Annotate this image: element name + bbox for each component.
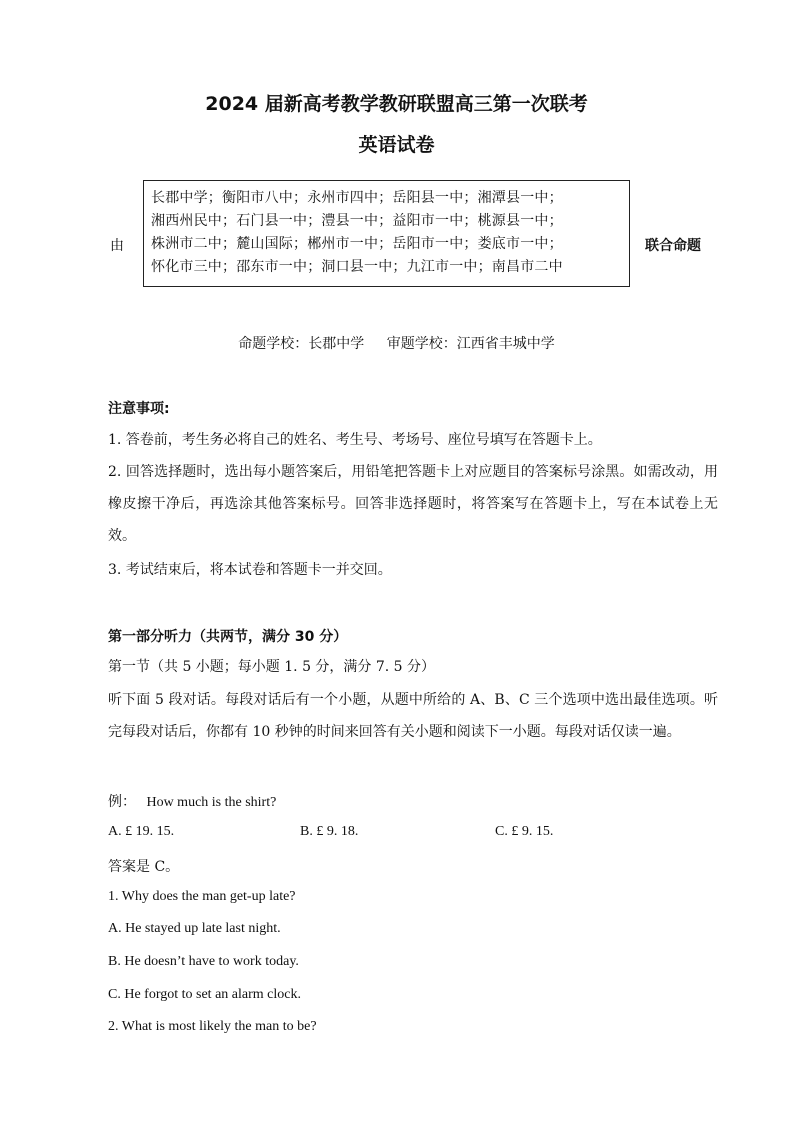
notes-item-3: 3. 考试结束后，将本试卷和答题卡一并交回。 bbox=[108, 562, 392, 578]
listening-instructions: 听下面 5 段对话。每段对话后有一个小题，从题中所给的 A、B、C 三个选项中选出最佳选项。听完每段对话后，你都有 10 秒钟的时间来回答有关小题和阅读下一小题。每段对话仅读一遍。 bbox=[108, 692, 718, 740]
question-1-option-b: B. He doesn’t have to work today. bbox=[108, 954, 299, 969]
notes-item-1: 1. 答卷前，考生务必将自己的姓名、考生号、考场号、座位号填写在答题卡上。 bbox=[108, 432, 602, 448]
schools-line: 湘西州民中；石门县一中；澧县一中；益阳市一中；桃源县一中； bbox=[151, 213, 563, 229]
question-1-option-a: A. He stayed up late last night. bbox=[108, 921, 281, 936]
example-answer: 答案是 C。 bbox=[108, 859, 180, 875]
question-1-stem: 1. Why does the man get-up late? bbox=[108, 889, 296, 904]
question-1-option-c: C. He forgot to set an alarm clock. bbox=[108, 987, 301, 1002]
proposer-school: 命题学校：长郡中学 bbox=[238, 336, 365, 352]
schools-box bbox=[143, 180, 630, 287]
credits-line bbox=[0, 333, 793, 353]
example-question: How much is the shirt? bbox=[146, 795, 277, 810]
reviewer-school: 审题学校：江西省丰城中学 bbox=[386, 336, 555, 352]
example-line bbox=[108, 791, 722, 811]
exam-subject-title: 英语试卷 bbox=[358, 134, 435, 156]
example-option-b: B. £ 9. 18. bbox=[300, 824, 359, 839]
schools-line: 株洲市二中；麓山国际；郴州市一中；岳阳市一中；娄底市一中； bbox=[151, 236, 563, 252]
schools-line: 怀化市三中；邵东市一中；洞口县一中；九江市一中；南昌市二中 bbox=[151, 259, 563, 275]
schools-line: 长郡中学；衡阳市八中；永州市四中；岳阳县一中；湘潭县一中； bbox=[151, 190, 563, 206]
notes-heading: 注意事项: bbox=[108, 401, 170, 417]
joint-proposition-label: 联合命题 bbox=[645, 238, 701, 254]
exam-title: 2024 届新高考教学教研联盟高三第一次联考 bbox=[205, 93, 588, 115]
by-label: 由 bbox=[110, 238, 124, 254]
question-2-stem: 2. What is most likely the man to be? bbox=[108, 1019, 317, 1034]
section1-title: 第一节（共 5 小题；每小题 1. 5 分，满分 7. 5 分） bbox=[108, 659, 436, 675]
part1-heading: 第一部分听力（共两节，满分 30 分） bbox=[108, 629, 348, 645]
notes-item-2: 2. 回答选择题时，选出每小题答案后，用铅笔把答题卡上对应题目的答案标号涂黑。如需改动，用橡皮擦干净后，再选涂其他答案标号。回答非选择题时，将答案写在答题卡上，写在本试卷上无效。 bbox=[108, 464, 718, 544]
example-label: 例： bbox=[108, 794, 136, 810]
example-option-a: A. £ 19. 15. bbox=[108, 824, 175, 839]
example-option-c: C. £ 9. 15. bbox=[495, 824, 554, 839]
